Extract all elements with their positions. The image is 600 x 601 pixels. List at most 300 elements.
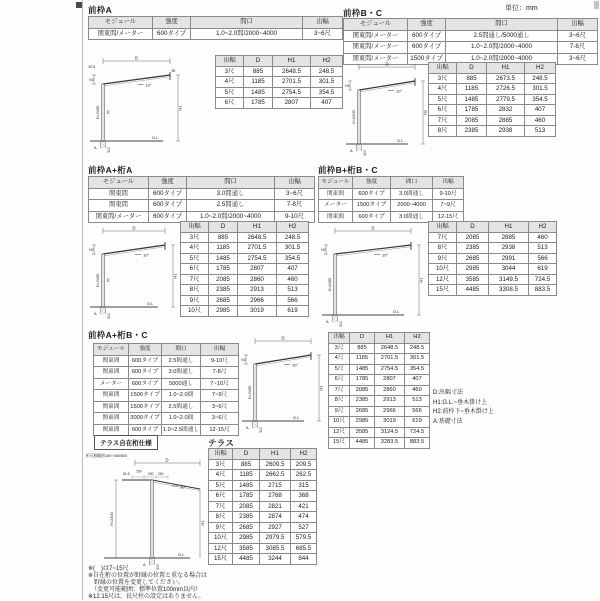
dim-a: A <box>143 563 146 567</box>
table-cell: 3.0間通し <box>162 367 201 379</box>
table-row <box>89 28 343 40</box>
header-row <box>319 177 464 189</box>
table-row <box>344 30 598 42</box>
table-row <box>209 554 317 565</box>
table-row <box>209 512 317 523</box>
table-cell: 566 <box>405 406 430 417</box>
table-cell: 4尺 <box>181 243 209 254</box>
table-cell: 5尺 <box>181 253 209 264</box>
header-row <box>94 344 239 356</box>
table-cell: 10尺 <box>429 264 457 275</box>
column-header: H1 <box>489 222 529 233</box>
table-cell: 600タイプ <box>353 211 391 223</box>
table-cell: 2938 <box>487 126 525 137</box>
table-cell: 600タイプ <box>149 211 187 223</box>
table-cell: 460 <box>405 385 430 396</box>
column-header: H2 <box>529 222 557 233</box>
table-cell: 関東間 <box>94 367 129 379</box>
table-cell: 3~6尺 <box>201 401 239 413</box>
dims-table-maewaku-a-keta-a <box>180 221 309 317</box>
column-header: 出幅 <box>433 177 464 189</box>
dim-small: 51.8 <box>123 472 130 476</box>
column-header: 出幅 <box>216 56 244 67</box>
gl-label: G.L <box>178 552 185 557</box>
dim-h2: H2 <box>241 358 246 362</box>
table-cell: 3~6尺 <box>558 30 598 42</box>
dim-depth: 300 <box>259 427 263 433</box>
table-cell: 3283.5 <box>375 438 405 449</box>
table-cell: 1485 <box>457 94 487 105</box>
table-cell: 関東間/メーター <box>89 211 149 223</box>
header-row <box>344 19 598 31</box>
table-row <box>181 285 309 296</box>
header-row <box>209 449 317 460</box>
table-cell: 2715 <box>260 480 291 491</box>
note-line: D:出幅寸法 <box>433 390 464 396</box>
table-cell: 5000通し <box>162 378 201 390</box>
table-row <box>429 115 556 126</box>
table-cell: メーター <box>319 200 353 212</box>
table-cell: 4尺 <box>216 77 244 88</box>
table-cell: 262.5 <box>291 470 317 481</box>
table-row <box>216 98 343 109</box>
table-cell: 9-10尺 <box>201 355 239 367</box>
column-header: H2 <box>525 63 556 74</box>
table-cell: 2685 <box>457 253 489 264</box>
table-cell: 4尺 <box>209 470 233 481</box>
dim-a: A <box>94 312 97 316</box>
column-header: D <box>244 56 273 67</box>
table-cell: 関東間/メーター <box>344 30 408 42</box>
unit-label: 単位：mm <box>505 5 538 12</box>
table-row <box>329 385 430 396</box>
dim-post-height: H=2400 <box>96 273 100 288</box>
column-header: D <box>209 222 238 233</box>
table-cell: 4485 <box>233 554 260 565</box>
table-cell: 1785 <box>244 98 273 109</box>
table-row <box>329 375 430 386</box>
column-header: 強度 <box>408 19 446 31</box>
table-cell: 3308.5 <box>489 285 529 296</box>
table-cell: 600タイプ <box>153 28 191 40</box>
table-cell: 2985 <box>233 533 260 544</box>
table-cell: 2754.5 <box>375 364 405 375</box>
table-cell: 2768 <box>260 491 291 502</box>
table-cell: 2685 <box>209 295 238 306</box>
table-cell: 関東間 <box>89 200 149 212</box>
table-cell: 3尺 <box>329 343 350 354</box>
table-cell: 2.5間通し <box>162 401 201 413</box>
table-cell: 9-10尺 <box>275 211 315 223</box>
table-row <box>429 73 556 84</box>
table-cell: 8尺 <box>209 512 233 523</box>
table-cell: 4485 <box>350 438 375 449</box>
table-cell: 関東間 <box>94 390 129 402</box>
spec-table-maewaku-bc <box>343 18 598 65</box>
column-header: 間口 <box>191 17 303 29</box>
table-cell: 3585 <box>233 543 260 554</box>
table-cell: 1500タイプ <box>129 390 162 402</box>
footnotes <box>88 566 207 601</box>
table-cell: 600タイプ <box>408 30 446 42</box>
dim-small-left: 92.5 <box>88 65 96 69</box>
table-cell: 513 <box>405 396 430 407</box>
table-row <box>94 367 239 379</box>
table-row <box>209 491 317 502</box>
angle-label: 10° <box>143 252 150 258</box>
dim-h1: H1 <box>200 520 205 526</box>
column-header: 出幅 <box>429 63 457 74</box>
table-cell: 関東間 <box>319 211 353 223</box>
table-cell: 12-15尺 <box>433 211 464 223</box>
dim-post-mid: 70 <box>106 278 111 283</box>
table-cell: 8尺 <box>329 396 350 407</box>
table-cell: 619 <box>405 417 430 428</box>
table-cell: 6尺 <box>216 98 244 109</box>
table-cell: 513 <box>525 126 556 137</box>
table-cell: 1185 <box>209 243 238 254</box>
header-row <box>429 222 557 233</box>
table-row <box>216 66 343 77</box>
table-cell: 1.0~2.0間/2000~4000 <box>446 42 558 54</box>
table-cell: 10尺 <box>181 306 209 317</box>
table-cell: 1.0~2.0間/2000~4000 <box>187 211 275 223</box>
table-cell: 2385 <box>350 396 375 407</box>
table-row <box>89 188 315 200</box>
table-row <box>209 480 317 491</box>
note-line: （変更可能範囲：標準位置100mm以内） <box>88 586 202 593</box>
table-cell: 2.5間通し <box>187 200 275 212</box>
table-cell: 885 <box>209 232 238 243</box>
table-cell: 1485 <box>350 364 375 375</box>
column-header: 強度 <box>149 177 187 189</box>
table-cell: 7-8尺 <box>275 200 315 212</box>
table-cell: 513 <box>277 285 309 296</box>
dim-h1: H1 <box>318 385 324 391</box>
table-row <box>94 413 239 425</box>
table-cell: 7~9尺 <box>433 200 464 212</box>
dim-h2: H2 <box>89 248 94 252</box>
table-cell: メーター <box>94 378 129 390</box>
table-cell: 579.5 <box>291 533 317 544</box>
dim-small-right: 95 <box>171 69 176 73</box>
dim-depth: 300 <box>107 147 111 153</box>
table-cell: 2085 <box>350 385 375 396</box>
table-cell: 7尺 <box>429 232 457 243</box>
table-row <box>181 232 309 243</box>
dim-h1: H1 <box>422 109 428 116</box>
column-header: モジュール <box>89 17 153 29</box>
table-cell: 301.5 <box>277 243 309 254</box>
table-cell: 3585 <box>457 274 489 285</box>
table-cell: 407 <box>311 98 343 109</box>
page-margin-line <box>82 0 83 600</box>
note-line: ※12.15尺は、長尺柱の設定はありません。 <box>88 593 205 600</box>
table-cell: 12-15尺 <box>201 424 239 436</box>
table-row <box>181 264 309 275</box>
table-cell: 3.0間通し <box>187 188 275 200</box>
frame-diagram-maewaku-b-keta-bc <box>320 224 424 328</box>
table-cell: 885 <box>244 66 273 77</box>
table-cell: 2938 <box>489 243 529 254</box>
table-cell: 2821 <box>260 501 291 512</box>
table-cell: 7尺 <box>429 115 457 126</box>
table-cell: 2085 <box>457 232 489 243</box>
section-title-maewaku-bc: 前枠B・C <box>343 8 383 18</box>
table-row <box>329 364 430 375</box>
column-header: H1 <box>260 449 291 460</box>
table-row <box>89 200 315 212</box>
dim-depth: 300 <box>107 313 111 319</box>
header-row <box>329 333 430 344</box>
dim-a: A <box>326 320 329 324</box>
registration-mark-right <box>594 1 599 9</box>
table-cell: 600タイプ <box>129 367 162 379</box>
table-cell: 2673.5 <box>487 73 525 84</box>
table-cell: 3044 <box>489 264 529 275</box>
beam-range-label: 桁可動範囲150~450/500 <box>86 454 128 458</box>
table-cell: 460 <box>525 115 556 126</box>
table-cell: 885 <box>457 73 487 84</box>
table-row <box>181 306 309 317</box>
dim-h1: H1 <box>172 273 178 279</box>
table-cell: 354.5 <box>311 87 343 98</box>
table-cell: 1.0~2.0間/2000~4000 <box>446 53 558 65</box>
table-row <box>209 522 317 533</box>
table-cell: 3尺 <box>209 459 233 470</box>
table-cell: 407 <box>405 375 430 386</box>
column-header: 強度 <box>353 177 391 189</box>
table-cell: 2807 <box>238 264 277 275</box>
table-cell: 3585 <box>350 427 375 438</box>
column-header: モジュール <box>94 344 129 356</box>
table-cell: 1185 <box>244 77 273 88</box>
dim-post-height: H=2400 <box>96 105 100 120</box>
dim-small: 200 <box>158 472 164 476</box>
terrace-table-title: テラス <box>208 438 235 448</box>
table-cell: 9-10尺 <box>433 188 464 200</box>
table-row <box>429 274 557 285</box>
column-header: 出幅 <box>201 344 239 356</box>
table-cell: 2913 <box>375 396 405 407</box>
table-cell: 2.5間通し <box>162 355 201 367</box>
dim-d: D <box>132 225 136 231</box>
table-cell: 2385 <box>457 126 487 137</box>
table-cell: 2609.5 <box>260 459 291 470</box>
table-cell: 7尺 <box>209 501 233 512</box>
table-cell: 2.5間通し/5000通し <box>446 30 558 42</box>
table-cell: 3085.5 <box>260 543 291 554</box>
table-cell: 2085 <box>209 274 238 285</box>
section-title-maewaku-a: 前枠A <box>88 5 113 15</box>
table-cell: 8尺 <box>429 126 457 137</box>
table-cell: 1785 <box>457 105 487 116</box>
table-cell: 1185 <box>457 84 487 95</box>
table-cell: 354.5 <box>405 364 430 375</box>
table-cell: 7~10尺 <box>201 378 239 390</box>
frame-diagram-maewaku-a <box>88 54 183 154</box>
header-row <box>89 17 343 29</box>
column-header: D <box>457 63 487 74</box>
note-line: A:基礎寸法 <box>433 419 463 426</box>
table-cell: 2385 <box>457 243 489 254</box>
table-row <box>329 396 430 407</box>
table-cell: 1785 <box>209 264 238 275</box>
note-line: ※( )は7~15尺 <box>88 566 129 572</box>
gl-label: G.L <box>152 135 159 140</box>
table-cell: 724.5 <box>405 427 430 438</box>
table-row <box>329 406 430 417</box>
column-header: 強度 <box>153 17 191 29</box>
table-cell: 2754.5 <box>238 253 277 264</box>
dim-post-height: H=2400 <box>110 512 114 526</box>
table-cell: 368 <box>291 491 317 502</box>
column-header: D <box>350 333 375 344</box>
table-row <box>429 84 556 95</box>
table-cell: 1.0~2.0間 <box>162 413 201 425</box>
dim-depth: 300 <box>363 150 367 156</box>
table-cell: 3244 <box>260 554 291 565</box>
table-cell: 885 <box>350 343 375 354</box>
table-row <box>181 243 309 254</box>
table-cell: 600タイプ <box>129 355 162 367</box>
dim-h2: H2 <box>89 78 94 82</box>
table-cell: 600タイプ <box>129 424 162 436</box>
table-row <box>209 501 317 512</box>
table-row <box>319 188 464 200</box>
table-cell: 関東間 <box>94 424 129 436</box>
header-row <box>89 177 315 189</box>
table-row <box>319 200 464 212</box>
table-row <box>209 543 317 554</box>
table-cell: 2860 <box>375 385 405 396</box>
table-cell: 7~9尺 <box>201 390 239 402</box>
dim-d: D <box>134 55 139 61</box>
table-row <box>429 243 557 254</box>
table-cell: 600タイプ <box>149 188 187 200</box>
table-cell: 6尺 <box>329 375 350 386</box>
header-row <box>181 222 309 233</box>
table-cell: 1785 <box>350 375 375 386</box>
table-cell: 301.5 <box>311 77 343 88</box>
note-line: 野縁の位置を変更してください。 <box>88 579 185 586</box>
column-header: H2 <box>291 449 317 460</box>
table-cell: 566 <box>529 253 557 264</box>
table-cell: 3~6尺 <box>201 413 239 425</box>
header-row <box>216 56 343 67</box>
table-cell: 関東間 <box>319 188 353 200</box>
table-cell: 1485 <box>233 480 260 491</box>
table-row <box>181 295 309 306</box>
table-row <box>94 355 239 367</box>
table-cell: 2726.5 <box>487 84 525 95</box>
table-row <box>329 343 430 354</box>
table-cell: 5尺 <box>329 364 350 375</box>
table-cell: 1500タイプ <box>129 401 162 413</box>
table-cell: 2966 <box>238 295 277 306</box>
table-cell: 527 <box>291 522 317 533</box>
column-header: H1 <box>238 222 277 233</box>
table-cell: 2991 <box>489 253 529 264</box>
table-cell: 2385 <box>209 285 238 296</box>
column-header: 出幅 <box>429 222 457 233</box>
section-title-maewaku-a-keta-bc: 前枠A+桁B・C <box>88 330 148 340</box>
table-cell: 2662.5 <box>260 470 291 481</box>
table-cell: 1.0~2.5間通し <box>162 424 201 436</box>
angle-label: 10° <box>292 362 299 368</box>
table-row <box>181 274 309 285</box>
table-cell: 12尺 <box>429 274 457 285</box>
table-cell: 1500タイプ <box>408 53 446 65</box>
column-header: H2 <box>277 222 309 233</box>
table-cell: 3尺 <box>216 66 244 77</box>
table-cell: 10尺 <box>329 417 350 428</box>
table-cell: 2685 <box>350 406 375 417</box>
table-cell: 関東間 <box>94 355 129 367</box>
table-cell: 2885 <box>487 115 525 126</box>
table-cell: 301.5 <box>405 354 430 365</box>
table-row <box>329 427 430 438</box>
table-cell: 3~6尺 <box>275 188 315 200</box>
table-row <box>209 459 317 470</box>
table-cell: 15尺 <box>329 438 350 449</box>
column-header: H1 <box>487 63 525 74</box>
table-cell: 2701.5 <box>375 354 405 365</box>
table-cell: 3000タイプ <box>129 413 162 425</box>
table-cell: 2985 <box>350 417 375 428</box>
note-line: H2:前枠下~垂木掛け上 <box>433 409 494 416</box>
table-row <box>209 470 317 481</box>
table-cell: 1485 <box>209 253 238 264</box>
table-cell: 248.5 <box>525 73 556 84</box>
table-cell: 15尺 <box>429 285 457 296</box>
table-row <box>429 285 557 296</box>
table-cell: 4尺 <box>329 354 350 365</box>
table-row <box>94 390 239 402</box>
table-cell: 1500タイプ <box>353 200 391 212</box>
table-cell: 209.5 <box>291 459 317 470</box>
table-row <box>329 417 430 428</box>
table-cell: 関東間/メーター <box>89 28 153 40</box>
table-cell: 460 <box>529 232 557 243</box>
dim-d: D <box>385 61 389 67</box>
table-cell: 2860 <box>238 274 277 285</box>
dim-post-height: H=2400 <box>352 110 356 124</box>
table-cell: 3尺 <box>181 232 209 243</box>
table-row <box>94 401 239 413</box>
table-cell: 248.5 <box>277 232 309 243</box>
table-row <box>94 378 239 390</box>
angle-label: 10° <box>145 82 152 88</box>
spec-table-maewaku-a <box>88 16 343 40</box>
column-header: 出幅 <box>329 333 350 344</box>
frame-diagram-maewaku-a-keta-bc <box>240 334 324 434</box>
table-cell: 2807 <box>273 98 311 109</box>
spec-table-maewaku-a-keta-bc <box>93 343 239 436</box>
table-row <box>344 42 598 54</box>
table-cell: 関東間/メーター <box>344 42 408 54</box>
column-header: 出幅 <box>558 19 598 31</box>
table-cell: 2779.5 <box>487 94 525 105</box>
column-header: 出幅 <box>209 449 233 460</box>
dim-depth: 300 <box>339 321 343 327</box>
dim-post-mid: 70 <box>106 110 111 115</box>
table-cell: 関東間 <box>94 401 129 413</box>
dim-h1: H1 <box>418 277 424 283</box>
table-cell: 関東間/メーター <box>344 53 408 65</box>
table-row <box>329 438 430 449</box>
table-cell: 12尺 <box>329 427 350 438</box>
